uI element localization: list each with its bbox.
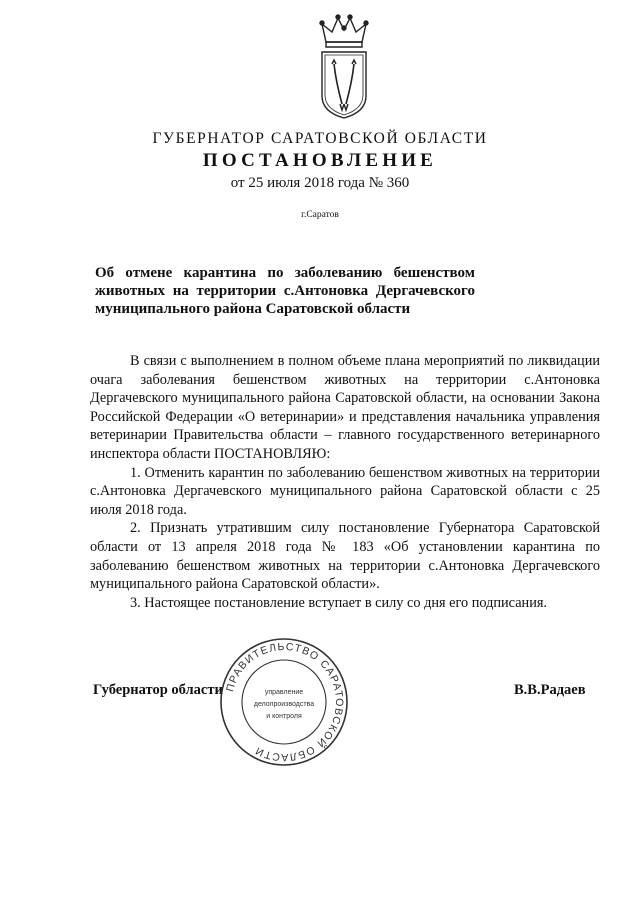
clause-3: 3. Настоящее постановление вступает в силу со дня его подписания.	[130, 594, 547, 611]
signer-title: Губернатор области	[93, 682, 223, 698]
document-date-number: от 25 июля 2018 года № 360	[230, 175, 410, 191]
stamp-outer-text: ПРАВИТЕЛЬСТВО САРАТОВСКОЙ ОБЛАСТИ	[224, 640, 346, 764]
issuer-title: ГУБЕРНАТОР САРАТОВСКОЙ ОБЛАСТИ	[152, 130, 488, 147]
document-city: г.Саратов	[301, 210, 339, 220]
coat-of-arms-icon	[312, 12, 376, 120]
document-subject: Об отмене карантина по заболеванию бешенством животных на территории с.Антоновка Дергачевского муниципального района Саратовской области	[95, 265, 475, 317]
clause-2: 2. Признать утратившим силу постановление Губернатора Саратовской области от 13 апреля 2018 года № 183 «Об установлении карантина по заболеванию бешенством животных на территории с.Антоновка Дергачевского муниципального района Саратовской области».	[90, 520, 600, 593]
signer-name: В.В.Радаев	[514, 682, 586, 698]
stamp-inner-line-3: и контроля	[266, 713, 302, 720]
document-type: ПОСТАНОВЛЕНИЕ	[202, 150, 438, 171]
document-body	[90, 352, 600, 612]
stamp-inner-line-1: управление	[264, 689, 304, 696]
preamble-paragraph: В связи с выполнением в полном объеме плана мероприятий по ликвидации очага заболевания бешенством животных на территории с.Антоновка Дергачевского муниципального района Саратовской области, на основании Закона Российской Федерации «О ветеринарии» и представления начальника управления ветеринарии Правительства области – главного государственного ветеринарного инспектора области ПОСТАНОВЛЯЮ:	[90, 353, 600, 462]
stamp-inner-line-2: делопроизводства	[253, 701, 315, 708]
clause-1: 1. Отменить карантин по заболеванию бешенством животных на территории с.Антоновка Дергачевского муниципального района Саратовской области с 25 июля 2018 года.	[90, 464, 600, 518]
official-stamp	[218, 636, 350, 768]
